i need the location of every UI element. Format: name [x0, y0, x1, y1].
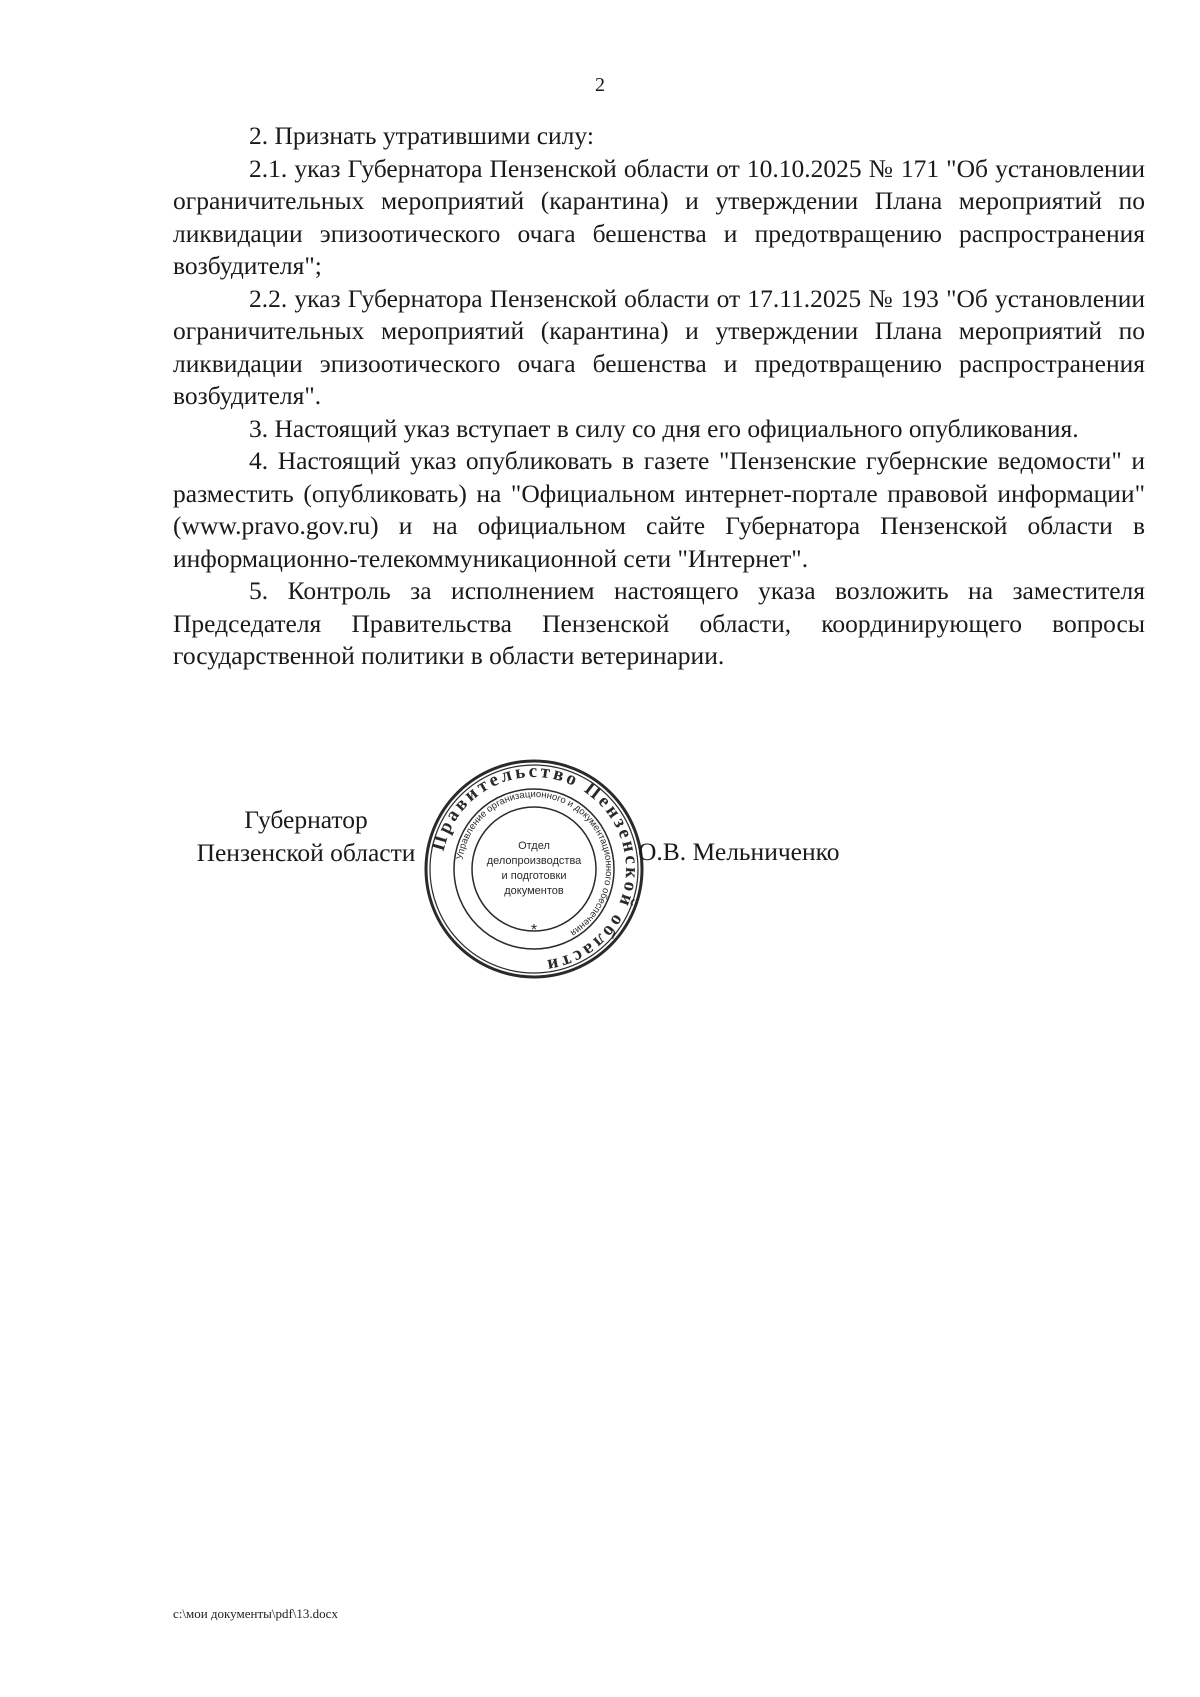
footer-file-path: c:\мои документы\pdf\13.docx	[173, 1606, 338, 1621]
seal-center-line4: документов	[504, 885, 564, 897]
signatory-title-line2: Пензенской области	[196, 838, 416, 867]
signatory-title	[176, 803, 436, 869]
paragraph-5: 5. Контроль за исполнением настоящего указа возложить на заместителя Председателя Правительства Пензенской области, координирующего вопросы государственной политики в области ветеринарии.	[173, 576, 1145, 670]
paragraph-2-2: 2.2. указ Губернатора Пензенской области от 17.11.2025 № 193 "Об установлении ограничительных мероприятий (карантина) и утверждении Плана мероприятий по ликвидации эпизоотического очага бешенства и предотвращению распространения возбудителя".	[173, 283, 1145, 410]
paragraph-4: 4. Настоящий указ опубликовать в газете "Пензенские губернские ведомости" и разместить (опубликовать) на "Официальном интернет-портале правовой информации" (www.pravo.gov.ru) и на официальном сайте Губернатора Пензенской области в информационно-телекоммуникационной сети "Интернет".	[173, 446, 1145, 573]
signatory-name: О.В. Мельниченко	[638, 837, 840, 866]
seal-center-line1: Отдел	[518, 840, 550, 852]
seal-center-line3: и подготовки	[501, 870, 567, 882]
page-number: 2	[595, 74, 605, 96]
seal-star-icon: *	[530, 922, 538, 939]
document-body	[173, 120, 1145, 673]
paragraph-2-1: 2.1. указ Губернатора Пензенской области от 10.10.2025 № 171 "Об установлении ограничительных мероприятий (карантина) и утверждении Плана мероприятий по ликвидации эпизоотического очага бешенства и предотвращению распространения возбудителя";	[173, 153, 1145, 280]
signature-block	[0, 760, 1200, 995]
seal-center-line2: делопроизводства	[486, 855, 582, 867]
paragraph-3: 3. Настоящий указ вступает в силу со дня его официального опубликования.	[249, 413, 1079, 443]
seal-outer-text: Правительство Пензенской области	[427, 760, 643, 977]
signatory-title-line1: Губернатор	[244, 805, 368, 834]
seal-inner-ring-text: Управление организационного и документационного обеспечения	[454, 788, 615, 939]
paragraph-2: 2. Признать утратившими силу:	[249, 121, 594, 150]
official-seal-stamp	[422, 757, 646, 981]
